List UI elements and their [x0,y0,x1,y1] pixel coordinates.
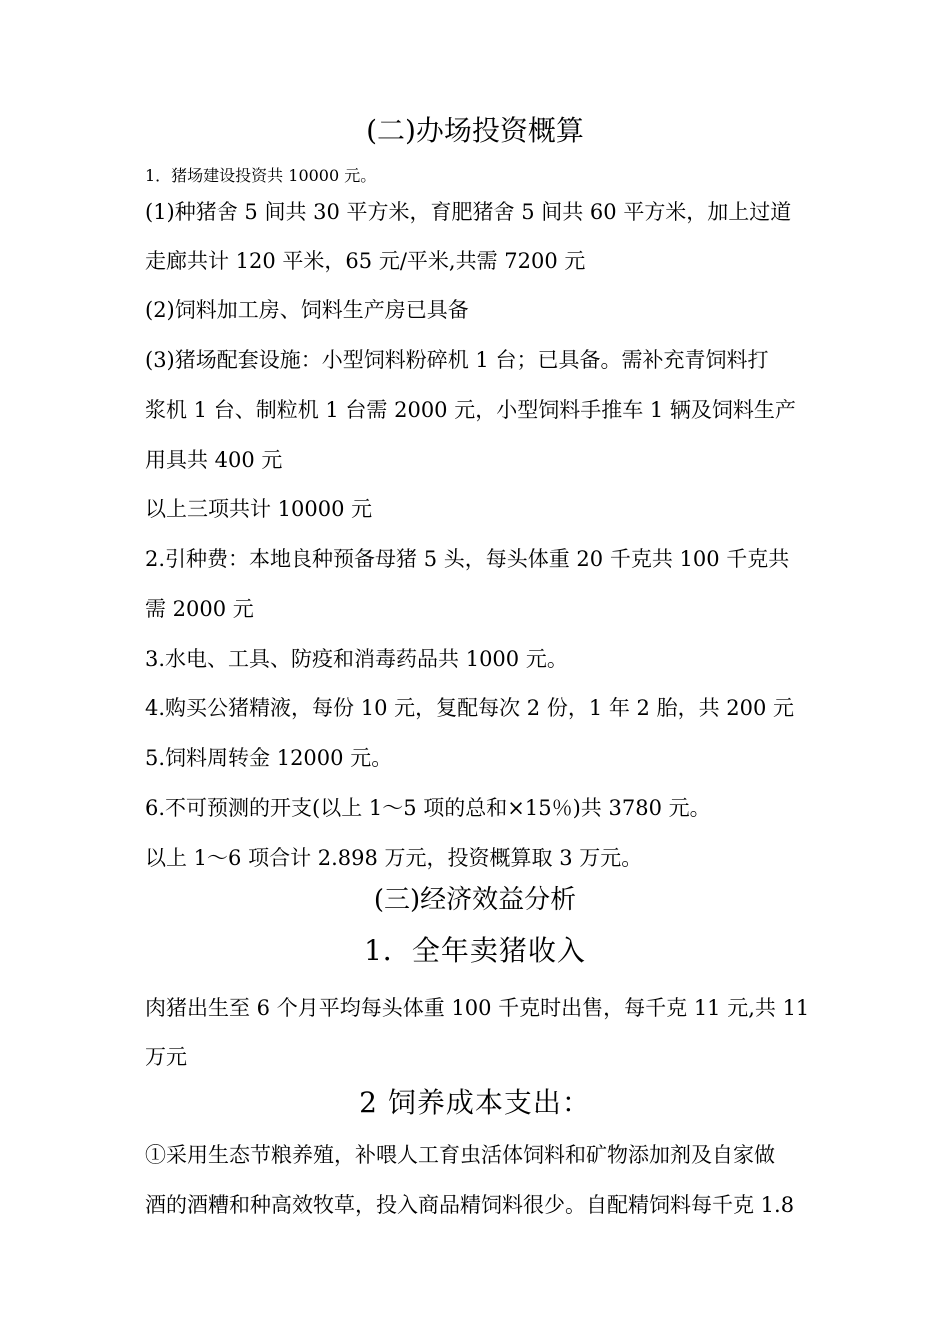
paragraph-line: 浆机 1 台、制粒机 1 台需 2000 元，小型饲料手推车 1 辆及饲料生产 [145,398,796,422]
paragraph-line: 需 2000 元 [145,597,254,621]
paragraph-line: 以上 1～6 项合计 2.898 万元，投资概算取 3 万元。 [145,846,643,870]
section-heading-economic: (三)经济效益分析 [373,885,577,915]
paragraph-line: 酒的酒糟和种高效牧草，投入商品精饲料很少。自配精饲料每千克 1.8 [145,1193,795,1217]
paragraph-line: 走廊共计 120 平米，65 元/平米,共需 7200 元 [145,249,586,273]
paragraph-line: 5.饲料周转金 12000 元。 [145,746,393,770]
subsection-heading-income: 1．全年卖猪收入 [364,934,586,967]
paragraph-line: (2)饲料加工房、饲料生产房已具备 [145,298,469,322]
paragraph-line: 4.购买公猪精液，每份 10 元，复配每次 2 份，1 年 2 胎，共 200 元 [145,696,794,720]
paragraph-line: (3)猪场配套设施：小型饲料粉碎机 1 台；已具备。需补充青饲料打 [145,348,769,372]
paragraph-line: 肉猪出生至 6 个月平均每头体重 100 千克时出售，每千克 11 元,共 11 [145,996,810,1020]
paragraph-line: 用具共 400 元 [145,448,283,472]
paragraph-line: 1．猪场建设投资共 10000 元。 [145,166,377,185]
section-heading-investment: (二)办场投资概算 [366,114,584,147]
paragraph-line: ①采用生态节粮养殖，补喂人工育虫活体饲料和矿物添加剂及自家做 [145,1143,775,1167]
paragraph-line: 6.不可预测的开支(以上 1～5 项的总和×15％)共 3780 元。 [145,796,711,820]
paragraph-line: 万元 [145,1045,187,1069]
paragraph-line: (1)种猪舍 5 间共 30 平方米，育肥猪舍 5 间共 60 平方米，加上过道 [145,200,792,224]
paragraph-line: 3.水电、工具、防疫和消毒药品共 1000 元。 [145,647,568,671]
subsection-heading-cost: 2 饲养成本支出： [359,1086,591,1119]
paragraph-line: 以上三项共计 10000 元 [145,497,373,521]
paragraph-line: 2.引种费：本地良种预备母猪 5 头，每头体重 20 千克共 100 千克共 [145,547,790,571]
